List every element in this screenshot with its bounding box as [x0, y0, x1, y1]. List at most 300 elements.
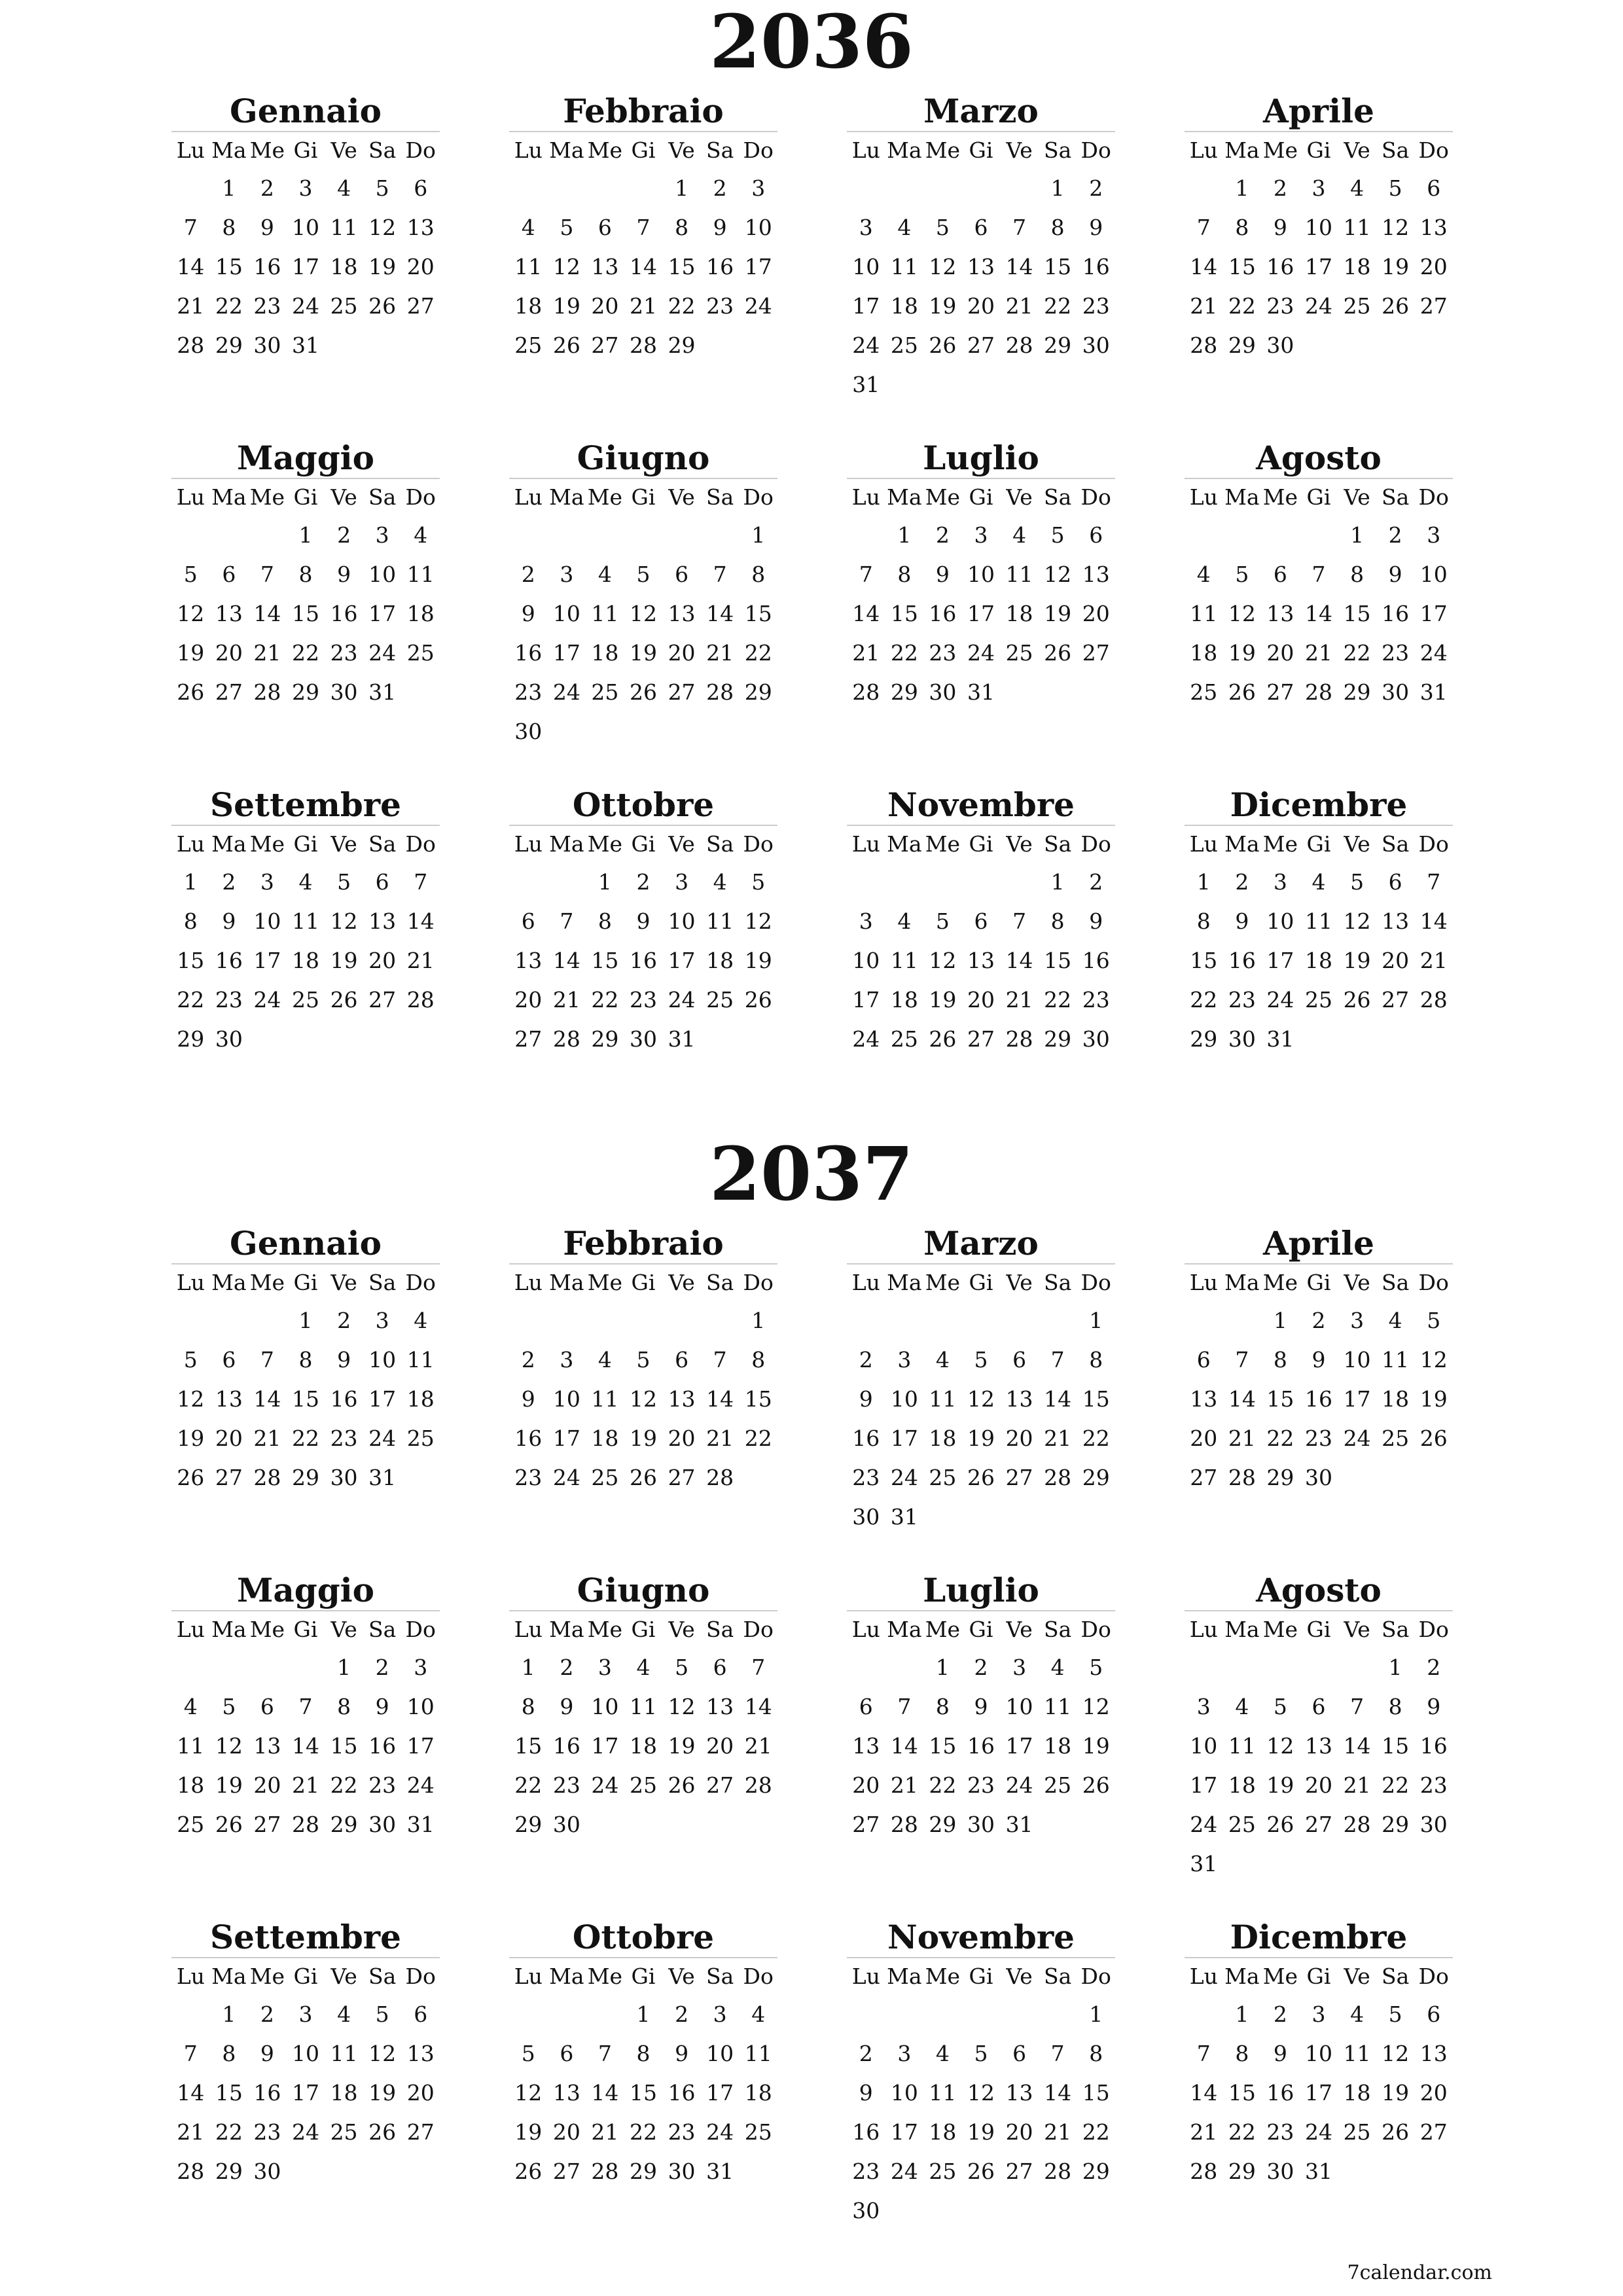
day-cell: 12	[1343, 908, 1371, 934]
day-cell: 22	[1082, 1426, 1110, 1451]
month-giugno	[509, 439, 777, 751]
weekday-label: Me	[587, 831, 623, 857]
day-cell: 6	[560, 2041, 574, 2066]
month-name: Maggio	[171, 1571, 440, 1611]
day-cell: 9	[521, 1386, 535, 1412]
day-cell: 31	[1190, 1851, 1218, 1876]
day-cell: 15	[1082, 1386, 1110, 1412]
day-cell: 29	[215, 332, 243, 358]
day-cell: 20	[1266, 640, 1294, 666]
day-cell: 30	[1266, 332, 1294, 358]
day-cell: 4	[597, 562, 612, 587]
day-cell: 23	[368, 1772, 397, 1798]
month-luglio	[847, 439, 1115, 712]
day-cell: 2	[375, 1655, 389, 1680]
day-cell: 26	[1382, 293, 1410, 319]
day-cell: 12	[368, 2041, 397, 2066]
day-grid	[847, 479, 1115, 712]
day-cell: 5	[1350, 869, 1364, 895]
day-cell: 7	[1012, 215, 1027, 240]
day-cell: 17	[668, 948, 696, 973]
day-cell: 13	[852, 1733, 880, 1759]
day-cell: 7	[897, 1694, 912, 1719]
day-cell: 29	[1044, 1026, 1072, 1052]
weekday-label: Sa	[368, 1964, 397, 1989]
day-cell: 4	[1350, 2001, 1364, 2027]
weekday-label: Sa	[705, 831, 734, 857]
day-cell: 9	[1427, 1694, 1441, 1719]
day-cell: 16	[330, 601, 358, 626]
day-cell: 13	[668, 1386, 696, 1412]
weekday-label: Do	[1418, 1617, 1449, 1642]
day-cell: 2	[1235, 869, 1249, 895]
month-name: Gennaio	[171, 1224, 440, 1265]
day-cell: 20	[215, 1426, 243, 1451]
day-cell: 1	[897, 522, 912, 548]
day-cell: 2	[636, 869, 651, 895]
day-cell: 19	[1082, 1733, 1110, 1759]
day-cell: 7	[414, 869, 428, 895]
day-cell: 31	[668, 1026, 696, 1052]
day-cell: 9	[260, 2041, 274, 2066]
weekday-label: Lu	[1189, 831, 1218, 857]
empty-day-cell	[586, 1301, 624, 1340]
day-cell: 11	[929, 1386, 957, 1412]
day-cell: 28	[706, 679, 734, 705]
day-cell: 21	[591, 2119, 619, 2145]
weekday-label: Do	[743, 1617, 774, 1642]
weekday-label: Gi	[1306, 137, 1331, 163]
day-cell: 14	[706, 1386, 734, 1412]
day-cell: 22	[1228, 2119, 1256, 2145]
weekday-label: Ma	[1224, 484, 1260, 510]
day-cell: 1	[1388, 1655, 1402, 1680]
day-cell: 9	[1273, 215, 1287, 240]
day-cell: 31	[1304, 2159, 1332, 2184]
day-cell: 1	[1050, 175, 1065, 201]
day-cell: 8	[897, 562, 912, 587]
day-cell: 4	[1311, 869, 1326, 895]
day-cell: 20	[668, 640, 696, 666]
day-cell: 21	[1005, 293, 1033, 319]
day-cell: 11	[406, 1347, 435, 1372]
day-cell: 18	[744, 2080, 772, 2106]
day-cell: 12	[1419, 1347, 1448, 1372]
empty-day-cell	[548, 516, 586, 555]
weekday-label: Do	[405, 1964, 436, 1989]
day-cell: 18	[591, 1426, 619, 1451]
day-cell: 12	[177, 601, 205, 626]
day-cell: 9	[375, 1694, 389, 1719]
weekday-label: Gi	[631, 1964, 656, 1989]
weekday-label: Do	[405, 137, 436, 163]
day-cell: 27	[706, 1772, 734, 1798]
day-cell: 25	[406, 640, 435, 666]
day-cell: 18	[706, 948, 734, 973]
day-grid	[509, 1611, 777, 1844]
weekday-label: Sa	[705, 1964, 734, 1989]
month-name: Novembre	[847, 1918, 1115, 1958]
day-cell: 13	[215, 601, 243, 626]
day-cell: 19	[368, 2080, 397, 2106]
day-cell: 5	[375, 175, 389, 201]
day-cell: 28	[706, 1465, 734, 1490]
day-cell: 1	[1196, 869, 1211, 895]
day-cell: 29	[1190, 1026, 1218, 1052]
day-cell: 16	[929, 601, 957, 626]
day-cell: 3	[713, 2001, 727, 2027]
day-cell: 30	[253, 332, 281, 358]
day-cell: 11	[177, 1733, 205, 1759]
day-cell: 7	[183, 215, 198, 240]
day-cell: 19	[177, 640, 205, 666]
empty-day-cell	[1223, 516, 1262, 555]
day-cell: 18	[890, 293, 918, 319]
weekday-label: Gi	[969, 1964, 993, 1989]
weekday-label: Do	[1080, 484, 1111, 510]
weekday-label: Ma	[549, 1617, 584, 1642]
day-cell: 21	[890, 1772, 918, 1798]
day-cell: 1	[222, 2001, 236, 2027]
day-cell: 2	[1427, 1655, 1441, 1680]
month-name: Marzo	[847, 92, 1115, 132]
day-cell: 21	[253, 640, 281, 666]
day-cell: 6	[521, 908, 535, 934]
day-cell: 24	[890, 2159, 918, 2184]
weekday-label: Do	[1080, 831, 1111, 857]
day-cell: 12	[629, 1386, 657, 1412]
day-cell: 10	[890, 2080, 918, 2106]
day-cell: 9	[636, 908, 651, 934]
weekday-label: Me	[925, 1617, 961, 1642]
weekday-label: Do	[1080, 1964, 1111, 1989]
day-cell: 18	[406, 1386, 435, 1412]
day-cell: 25	[1343, 293, 1371, 319]
day-cell: 1	[675, 175, 689, 201]
day-cell: 3	[897, 1347, 912, 1372]
day-cell: 4	[597, 1347, 612, 1372]
day-cell: 13	[1082, 562, 1110, 587]
day-cell: 14	[591, 2080, 619, 2106]
day-cell: 22	[291, 1426, 319, 1451]
weekday-label: Lu	[514, 1270, 543, 1295]
weekday-label: Sa	[705, 1270, 734, 1295]
day-cell: 4	[935, 2041, 950, 2066]
day-cell: 21	[406, 948, 435, 973]
day-cell: 14	[406, 908, 435, 934]
day-cell: 11	[890, 254, 918, 279]
weekday-label: Sa	[1381, 137, 1410, 163]
weekday-label: Gi	[293, 1964, 318, 1989]
day-cell: 17	[1343, 1386, 1371, 1412]
month-name: Maggio	[171, 439, 440, 479]
day-cell: 20	[1005, 2119, 1033, 2145]
day-grid	[509, 1265, 777, 1498]
month-febbraio	[509, 92, 777, 365]
empty-day-cell	[248, 1648, 287, 1687]
weekday-label: Lu	[176, 137, 205, 163]
day-cell: 20	[1082, 601, 1110, 626]
empty-day-cell	[586, 169, 624, 208]
day-cell: 30	[330, 679, 358, 705]
day-cell: 27	[591, 332, 619, 358]
weekday-label: Ve	[1344, 1964, 1370, 1989]
empty-day-cell	[624, 169, 663, 208]
day-cell: 13	[1304, 1733, 1332, 1759]
day-cell: 12	[967, 1386, 995, 1412]
weekday-label: Me	[587, 137, 623, 163]
day-cell: 11	[1382, 1347, 1410, 1372]
day-cell: 8	[1050, 215, 1065, 240]
empty-day-cell	[701, 1301, 740, 1340]
day-cell: 29	[668, 332, 696, 358]
day-cell: 16	[1266, 2080, 1294, 2106]
month-name: Luglio	[847, 1571, 1115, 1611]
day-cell: 8	[298, 1347, 313, 1372]
weekday-label: Ma	[211, 1617, 247, 1642]
day-cell: 9	[935, 562, 950, 587]
month-name: Febbraio	[509, 1224, 777, 1265]
weekday-label: Gi	[631, 484, 656, 510]
day-cell: 6	[1012, 1347, 1027, 1372]
day-cell: 5	[636, 562, 651, 587]
day-cell: 4	[414, 522, 428, 548]
empty-day-cell	[885, 169, 924, 208]
day-cell: 23	[1228, 987, 1256, 1013]
empty-day-cell	[1261, 516, 1300, 555]
empty-day-cell	[509, 1995, 548, 2034]
day-cell: 20	[852, 1772, 880, 1798]
weekday-label: Ma	[887, 1617, 922, 1642]
day-cell: 27	[1266, 679, 1294, 705]
day-cell: 1	[751, 522, 766, 548]
weekday-label: Me	[1262, 831, 1298, 857]
day-cell: 2	[935, 522, 950, 548]
day-cell: 13	[1419, 215, 1448, 240]
day-cell: 17	[890, 2119, 918, 2145]
month-dicembre	[1185, 1918, 1453, 2191]
weekday-label: Sa	[1381, 831, 1410, 857]
month-agosto	[1185, 1571, 1453, 1884]
day-cell: 13	[514, 948, 543, 973]
day-cell: 17	[368, 1386, 397, 1412]
day-cell: 15	[1190, 948, 1218, 973]
day-cell: 20	[1005, 1426, 1033, 1451]
day-cell: 30	[1228, 1026, 1256, 1052]
day-cell: 5	[183, 1347, 198, 1372]
day-cell: 7	[859, 562, 873, 587]
day-cell: 10	[706, 2041, 734, 2066]
day-cell: 3	[1311, 2001, 1326, 2027]
day-cell: 17	[852, 293, 880, 319]
weekday-label: Me	[1262, 137, 1298, 163]
day-cell: 7	[597, 2041, 612, 2066]
day-cell: 3	[375, 1308, 389, 1333]
day-cell: 25	[706, 987, 734, 1013]
weekday-label: Me	[249, 1270, 285, 1295]
day-cell: 14	[1005, 254, 1033, 279]
day-grid	[847, 1958, 1115, 2231]
day-cell: 1	[298, 522, 313, 548]
day-cell: 29	[291, 679, 319, 705]
day-cell: 11	[291, 908, 319, 934]
day-cell: 25	[591, 1465, 619, 1490]
weekday-label: Do	[1418, 484, 1449, 510]
day-cell: 10	[890, 1386, 918, 1412]
day-cell: 8	[1089, 2041, 1103, 2066]
day-cell: 11	[1190, 601, 1218, 626]
day-cell: 14	[1044, 1386, 1072, 1412]
weekday-label: Gi	[969, 484, 993, 510]
day-cell: 27	[406, 293, 435, 319]
day-cell: 15	[177, 948, 205, 973]
day-cell: 15	[668, 254, 696, 279]
weekday-label: Ma	[549, 831, 584, 857]
weekday-label: Do	[405, 831, 436, 857]
month-name: Agosto	[1185, 439, 1453, 479]
day-cell: 8	[597, 908, 612, 934]
day-cell: 17	[406, 1733, 435, 1759]
day-cell: 26	[514, 2159, 543, 2184]
day-cell: 17	[552, 1426, 580, 1451]
weekday-label: Sa	[1381, 484, 1410, 510]
day-cell: 27	[1419, 293, 1448, 319]
day-grid	[1185, 132, 1453, 365]
day-cell: 1	[597, 869, 612, 895]
day-cell: 19	[1382, 2080, 1410, 2106]
weekday-label: Me	[1262, 1270, 1298, 1295]
empty-day-cell	[509, 516, 548, 555]
day-cell: 19	[1343, 948, 1371, 973]
day-cell: 10	[406, 1694, 435, 1719]
weekday-label: Ma	[211, 831, 247, 857]
day-cell: 19	[552, 293, 580, 319]
day-cell: 29	[744, 679, 772, 705]
weekday-label: Ve	[1006, 1617, 1033, 1642]
day-cell: 29	[890, 679, 918, 705]
day-cell: 16	[629, 948, 657, 973]
day-grid	[847, 1265, 1115, 1537]
day-cell: 2	[337, 522, 351, 548]
day-cell: 16	[253, 2080, 281, 2106]
weekday-label: Me	[1262, 484, 1298, 510]
day-cell: 31	[706, 2159, 734, 2184]
day-cell: 26	[1343, 987, 1371, 1013]
empty-day-cell	[624, 1301, 663, 1340]
weekday-label: Ma	[1224, 137, 1260, 163]
day-cell: 5	[1235, 562, 1249, 587]
weekday-label: Ve	[330, 1964, 357, 1989]
weekday-label: Ma	[211, 1270, 247, 1295]
day-cell: 19	[177, 1426, 205, 1451]
day-cell: 10	[967, 562, 995, 587]
month-dicembre	[1185, 785, 1453, 1059]
empty-day-cell	[962, 863, 1001, 902]
day-cell: 13	[967, 948, 995, 973]
day-cell: 26	[967, 2159, 995, 2184]
day-cell: 10	[368, 562, 397, 587]
empty-day-cell	[1185, 1648, 1223, 1687]
day-cell: 25	[406, 1426, 435, 1451]
day-cell: 1	[751, 1308, 766, 1333]
day-cell: 8	[1235, 2041, 1249, 2066]
day-cell: 7	[183, 2041, 198, 2066]
day-cell: 30	[668, 2159, 696, 2184]
day-cell: 6	[414, 175, 428, 201]
day-cell: 4	[1012, 522, 1027, 548]
day-cell: 29	[330, 1812, 358, 1837]
weekday-label: Sa	[1043, 831, 1072, 857]
day-cell: 22	[1044, 987, 1072, 1013]
weekday-label: Ve	[668, 484, 695, 510]
day-cell: 16	[668, 2080, 696, 2106]
day-cell: 12	[215, 1733, 243, 1759]
day-cell: 14	[1005, 948, 1033, 973]
day-cell: 27	[215, 1465, 243, 1490]
day-cell: 4	[636, 1655, 651, 1680]
weekday-label: Sa	[368, 484, 397, 510]
day-cell: 7	[1311, 562, 1326, 587]
day-cell: 15	[1044, 948, 1072, 973]
day-cell: 11	[1343, 2041, 1371, 2066]
day-cell: 16	[368, 1733, 397, 1759]
day-cell: 20	[215, 640, 243, 666]
day-cell: 26	[629, 1465, 657, 1490]
day-cell: 2	[560, 1655, 574, 1680]
day-cell: 23	[253, 2119, 281, 2145]
day-cell: 13	[1005, 1386, 1033, 1412]
day-cell: 26	[1419, 1426, 1448, 1451]
day-cell: 12	[1082, 1694, 1110, 1719]
day-cell: 28	[744, 1772, 772, 1798]
day-cell: 30	[852, 2198, 880, 2223]
day-cell: 3	[675, 869, 689, 895]
day-cell: 16	[1082, 254, 1110, 279]
day-cell: 11	[706, 908, 734, 934]
day-cell: 16	[1382, 601, 1410, 626]
day-cell: 20	[368, 948, 397, 973]
day-cell: 5	[1388, 175, 1402, 201]
footer-site-link[interactable]: 7calendar.com	[1347, 2261, 1492, 2284]
day-cell: 16	[967, 1733, 995, 1759]
day-cell: 2	[859, 2041, 873, 2066]
day-cell: 23	[1082, 987, 1110, 1013]
day-cell: 3	[974, 522, 988, 548]
day-cell: 23	[1266, 293, 1294, 319]
day-cell: 22	[629, 2119, 657, 2145]
day-cell: 19	[215, 1772, 243, 1798]
day-cell: 1	[1273, 1308, 1287, 1333]
day-cell: 13	[1005, 2080, 1033, 2106]
weekday-label: Ve	[668, 1964, 695, 1989]
day-grid	[1185, 826, 1453, 1059]
day-cell: 8	[751, 1347, 766, 1372]
weekday-label: Ve	[330, 484, 357, 510]
day-cell: 2	[260, 2001, 274, 2027]
day-cell: 1	[521, 1655, 535, 1680]
day-cell: 27	[406, 2119, 435, 2145]
day-cell: 22	[1266, 1426, 1294, 1451]
day-cell: 14	[1190, 254, 1218, 279]
day-grid	[1185, 1611, 1453, 1884]
day-cell: 20	[406, 254, 435, 279]
weekday-label: Me	[249, 484, 285, 510]
day-cell: 7	[713, 562, 727, 587]
day-cell: 19	[668, 1733, 696, 1759]
empty-day-cell	[885, 1648, 924, 1687]
empty-day-cell	[885, 863, 924, 902]
day-cell: 26	[552, 332, 580, 358]
